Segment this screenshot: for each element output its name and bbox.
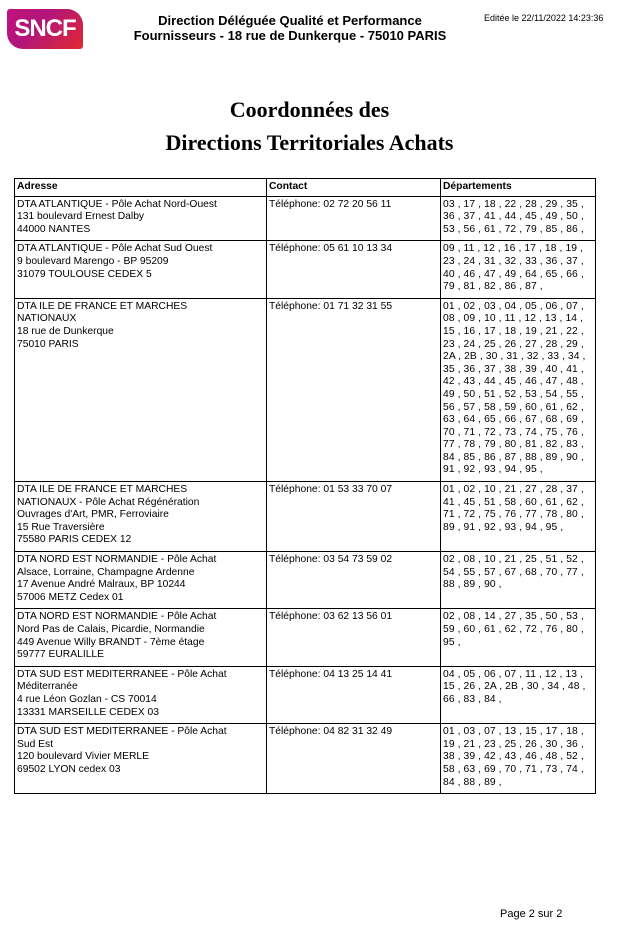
- address-line: Méditerranée: [17, 681, 78, 693]
- address-line: 18 rue de Dunkerque: [17, 325, 114, 337]
- table-header-row: [15, 179, 596, 197]
- directions-table: [14, 178, 596, 794]
- contact-cell: Téléphone: 04 13 25 14 41: [267, 666, 441, 723]
- address-cell: [15, 552, 267, 609]
- address-cell: [15, 241, 267, 298]
- address-line: DTA SUD EST MEDITERRANEE - Pôle Achat: [17, 726, 227, 738]
- page-number: Page 2 sur 2: [500, 908, 563, 920]
- address-cell: [15, 666, 267, 723]
- departments-cell: 01 , 03 , 07 , 13 , 15 , 17 , 18 , 19 , 21 , 23 , 25 , 26 , 30 , 36 , 38 , 39 , 42 , 43 , 46 , 48 , 52 , 58 , 63 , 69 , 70 , 71 , 73 , 74 , 84 , 88 , 89 ,: [441, 724, 596, 794]
- address-line: Ouvrages d'Art, PMR, Ferroviaire: [17, 509, 169, 521]
- departments-cell: 02 , 08 , 14 , 27 , 35 , 50 , 53 , 59 , 60 , 61 , 62 , 72 , 76 , 80 , 95 ,: [441, 609, 596, 666]
- contact-cell: Téléphone: 05 61 10 13 34: [267, 241, 441, 298]
- contact-cell: Téléphone: 02 72 20 56 11: [267, 196, 441, 241]
- column-header-address: Adresse: [15, 179, 267, 197]
- address-line: 9 boulevard Marengo - BP 95209: [17, 255, 169, 267]
- sncf-logo: SNCF: [7, 9, 83, 49]
- address-line: DTA ILE DE FRANCE ET MARCHES: [17, 300, 188, 312]
- address-line: 59777 EURALILLE: [17, 649, 105, 661]
- address-line: DTA ILE DE FRANCE ET MARCHES: [17, 484, 188, 496]
- address-line: Sud Est: [17, 738, 54, 750]
- address-line: 75010 PARIS: [17, 338, 79, 350]
- address-line: DTA NORD EST NORMANDIE - Pôle Achat: [17, 611, 217, 623]
- address-cell: [15, 609, 267, 666]
- address-line: DTA ATLANTIQUE - Pôle Achat Nord-Ouest: [17, 198, 217, 210]
- header-line-2: Fournisseurs - 18 rue de Dunkerque - 75010 PARIS: [133, 28, 447, 43]
- address-line: 31079 TOULOUSE CEDEX 5: [17, 268, 152, 280]
- address-cell: [15, 724, 267, 794]
- address-cell: [15, 482, 267, 552]
- address-line: Alsace, Lorraine, Champagne Ardenne: [17, 566, 195, 578]
- edited-timestamp: Editée le 22/11/2022 14:23:36: [484, 13, 604, 23]
- contact-cell: Téléphone: 01 71 32 31 55: [267, 298, 441, 481]
- departments-cell: 09 , 11 , 12 , 16 , 17 , 18 , 19 , 23 , 24 , 31 , 32 , 33 , 36 , 37 , 40 , 46 , 47 , 49 , 64 , 65 , 66 , 79 , 81 , 82 , 86 , 87 ,: [441, 241, 596, 298]
- address-line: 57006 METZ Cedex 01: [17, 591, 124, 603]
- departments-cell: 04 , 05 , 06 , 07 , 11 , 12 , 13 , 15 , 26 , 2A , 2B , 30 , 34 , 48 , 66 , 83 , 84 ,: [441, 666, 596, 723]
- column-header-departments: Départements: [441, 179, 596, 197]
- address-cell: [15, 196, 267, 241]
- column-header-contact: Contact: [267, 179, 441, 197]
- address-line: NATIONAUX - Pôle Achat Régénération: [17, 496, 200, 508]
- table-row: [15, 241, 596, 298]
- departments-cell: 03 , 17 , 18 , 22 , 28 , 29 , 35 , 36 , 37 , 41 , 44 , 45 , 49 , 50 , 53 , 56 , 61 , 72 , 79 , 85 , 86 ,: [441, 196, 596, 241]
- address-line: 4 rue Léon Gozlan - CS 70014: [17, 693, 157, 705]
- address-line: DTA NORD EST NORMANDIE - Pôle Achat: [17, 554, 217, 566]
- departments-cell: 01 , 02 , 03 , 04 , 05 , 06 , 07 , 08 , 09 , 10 , 11 , 12 , 13 , 14 , 15 , 16 , 17 , 18 , 19 , 21 , 22 , 23 , 24 , 25 , 26 , 27 , 28 , 29 , 2A , 2B , 30 , 31 , 32 , 33 , 34 , 35 , 36 , 37 , 38 , 39 , 40 , 41 , 42 , 43 , 44 , 45 , 46 , 47 , 48 , 49 , 50 , 51 , 52 , 53 , 54 , 55 , 56 , 57 , 58 , 59 , 60 , 61 , 62 , 63 , 64 , 65 , 66 , 67 , 68 , 69 , 70 , 71 , 72 , 73 , 74 , 75 , 76 , 77 , 78 , 79 , 80 , 81 , 82 , 83 , 84 , 85 , 86 , 87 , 88 , 89 , 90 , 91 , 92 , 93 , 94 , 95 ,: [441, 298, 596, 481]
- contact-cell: Téléphone: 03 54 73 59 02: [267, 552, 441, 609]
- contact-cell: Téléphone: 03 62 13 56 01: [267, 609, 441, 666]
- address-line: 15 Rue Traversière: [17, 521, 105, 533]
- table-row: [15, 666, 596, 723]
- address-line: 69502 LYON cedex 03: [17, 763, 121, 775]
- page-title-line-1: Coordonnées des: [229, 97, 390, 122]
- table-row: [15, 196, 596, 241]
- address-line: Nord Pas de Calais, Picardie, Normandie: [17, 624, 205, 635]
- address-line: 13331 MARSEILLE CEDEX 03: [17, 706, 159, 718]
- contact-cell: Téléphone: 04 82 31 32 49: [267, 724, 441, 794]
- page-title-line-2: Directions Territoriales Achats: [165, 130, 454, 155]
- address-line: 449 Avenue Willy BRANDT - 7ème étage: [17, 636, 205, 648]
- departments-cell: 02 , 08 , 10 , 21 , 25 , 51 , 52 , 54 , 55 , 57 , 67 , 68 , 70 , 77 , 88 , 89 , 90 ,: [441, 552, 596, 609]
- address-line: 44000 NANTES: [17, 223, 91, 235]
- address-line: DTA SUD EST MEDITERRANEE - Pôle Achat: [17, 668, 227, 680]
- address-line: 17 Avenue André Malraux, BP 10244: [17, 579, 186, 591]
- address-cell: [15, 298, 267, 481]
- address-line: 131 boulevard Ernest Dalby: [17, 211, 145, 223]
- table-row: [15, 724, 596, 794]
- table-row: [15, 552, 596, 609]
- departments-cell: 01 , 02 , 10 , 21 , 27 , 28 , 37 , 41 , 45 , 51 , 58 , 60 , 61 , 62 , 71 , 72 , 75 , 76 , 77 , 78 , 80 , 89 , 91 , 92 , 93 , 94 , 95 ,: [441, 482, 596, 552]
- table-row: [15, 609, 596, 666]
- address-line: 120 boulevard Vivier MERLE: [17, 751, 150, 763]
- address-line: DTA ATLANTIQUE - Pôle Achat Sud Ouest: [17, 243, 213, 255]
- table-row: [15, 482, 596, 552]
- table-row: [15, 298, 596, 481]
- header-line-1: Direction Déléguée Qualité et Performance: [158, 13, 422, 28]
- address-line: 75580 PARIS CEDEX 12: [17, 534, 132, 546]
- address-line: NATIONAUX: [17, 313, 77, 325]
- contact-cell: Téléphone: 01 53 33 70 07: [267, 482, 441, 552]
